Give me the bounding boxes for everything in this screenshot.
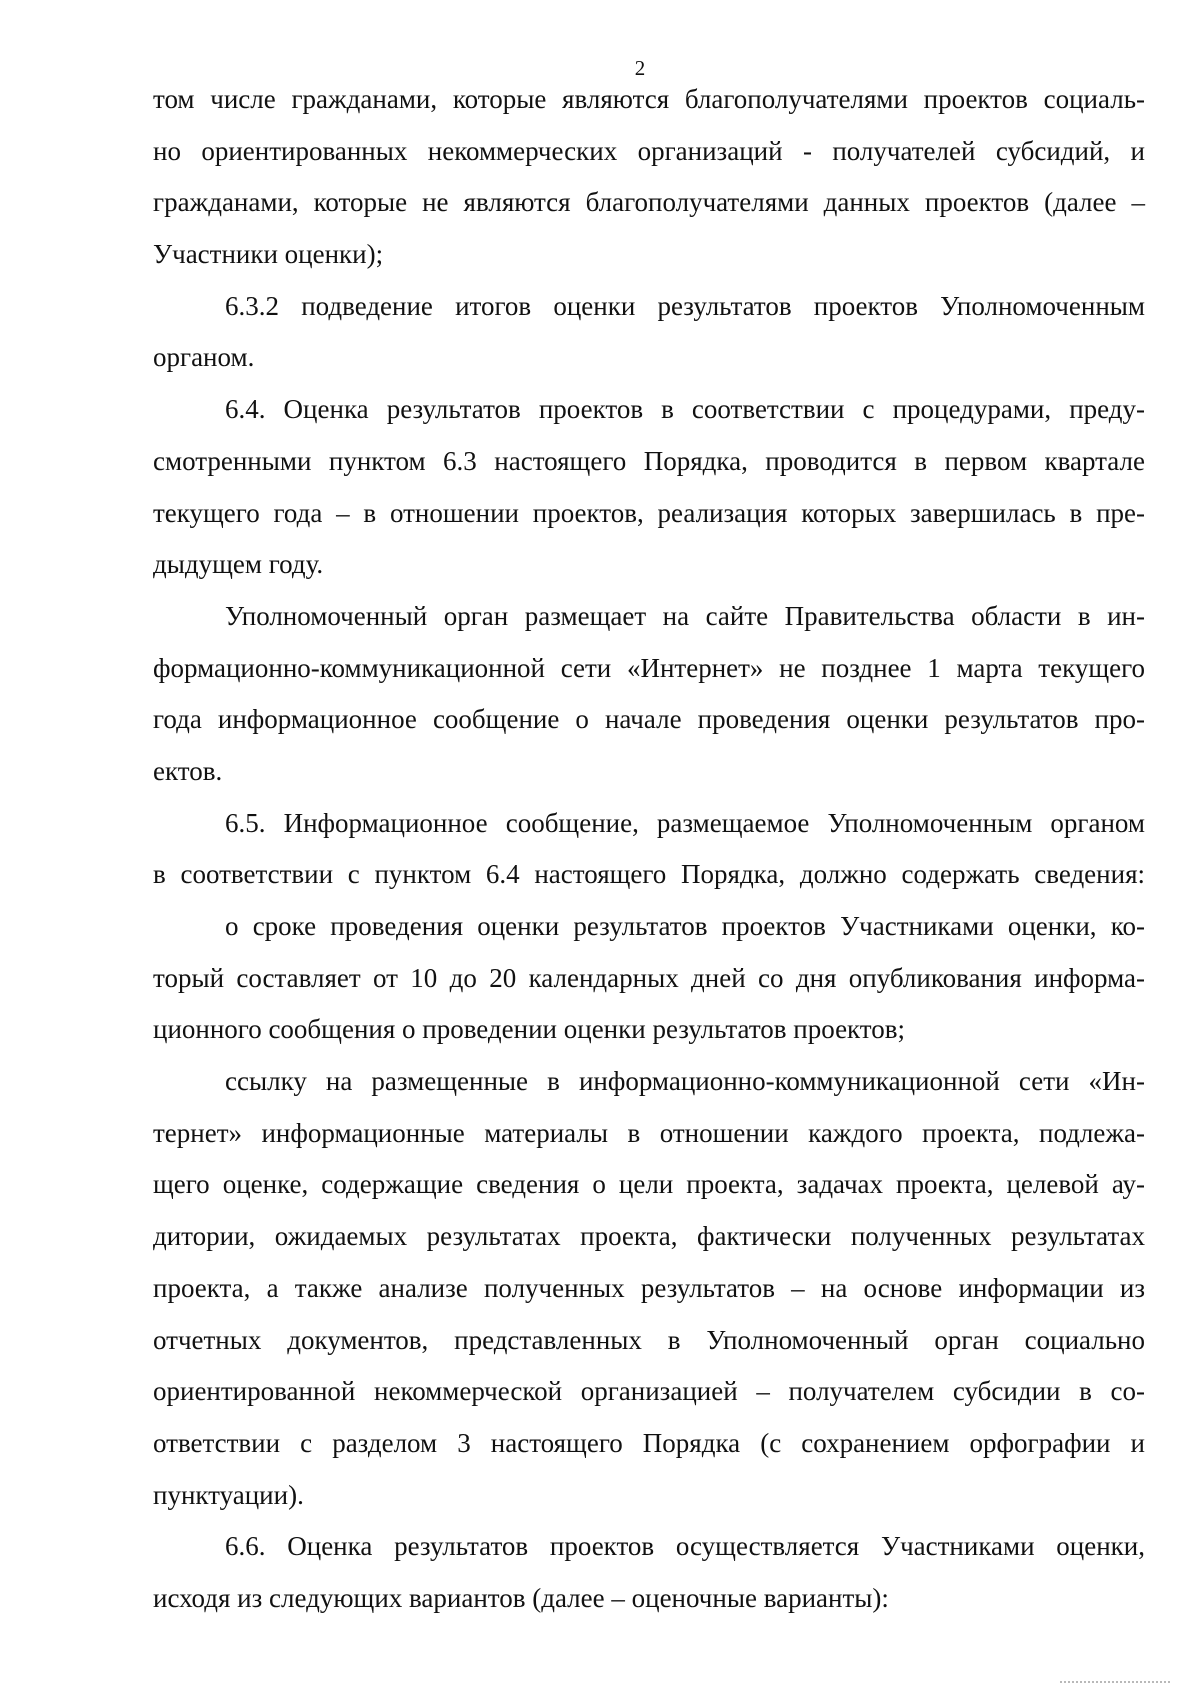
text-line: текущего года – в отношении проектов, реализация которых завершилась в пре- xyxy=(153,497,1145,528)
text-line: исходя из следующих вариантов (далее – оценочные варианты): xyxy=(153,1582,889,1613)
text-line: проекта, а также анализе полученных результатов – на основе информации из xyxy=(153,1272,1145,1303)
text-line: ответствии с разделом 3 настоящего Порядка (с сохранением орфографии и xyxy=(153,1427,1145,1458)
paragraph-start-line: 6.4. Оценка результатов проектов в соответствии с процедурами, преду- xyxy=(225,394,1145,425)
paragraph-start-line: Уполномоченный орган размещает на сайте Правительства области в ин- xyxy=(225,600,1145,631)
text-line: дыдущем году. xyxy=(153,549,324,580)
text-line: отчетных документов, представленных в Уполномоченный орган социально xyxy=(153,1324,1145,1355)
text-line: ориентированной некоммерческой организацией – получателем субсидии в со- xyxy=(153,1376,1145,1407)
text-line: ционного сообщения о проведении оценки результатов проектов; xyxy=(153,1014,906,1045)
text-line: ектов. xyxy=(153,755,223,786)
text-line: но ориентированных некоммерческих организаций - получателей субсидий, и xyxy=(153,135,1145,166)
text-line: года информационное сообщение о начале проведения оценки результатов про- xyxy=(153,704,1145,735)
text-line: гражданами, которые не являются благополучателями данных проектов (далее – xyxy=(153,187,1145,218)
text-line: пунктуации). xyxy=(153,1479,304,1510)
page-number: 2 xyxy=(634,56,646,80)
paragraph-start-line: 6.6. Оценка результатов проектов осуществляется Участниками оценки, xyxy=(225,1531,1145,1562)
text-line: тернет» информационные материалы в отношении каждого проекта, подлежа- xyxy=(153,1117,1145,1148)
scan-artifact xyxy=(1060,1681,1170,1691)
text-line: щего оценке, содержащие сведения о цели проекта, задачах проекта, целевой ау- xyxy=(153,1169,1145,1200)
text-line: том числе гражданами, которые являются благополучателями проектов социаль- xyxy=(153,84,1145,114)
document-body xyxy=(153,74,1145,1625)
text-line: в соответствии с пунктом 6.4 настоящего Порядка, должно содержать сведения: xyxy=(153,859,1145,890)
text-line: торый составляет от 10 до 20 календарных дней со дня опубликования информа- xyxy=(153,962,1145,993)
text-line: формационно-коммуникационной сети «Интернет» не позднее 1 марта текущего xyxy=(153,652,1145,683)
text-line: дитории, ожидаемых результатах проекта, фактически полученных результатах xyxy=(153,1221,1145,1252)
text-line: Участники оценки); xyxy=(153,239,384,270)
paragraph-start-line: 6.5. Информационное сообщение, размещаемое Уполномоченным органом xyxy=(225,807,1145,838)
text-line: смотренными пунктом 6.3 настоящего Порядка, проводится в первом квартале xyxy=(153,445,1145,476)
paragraph-start-line: ссылку на размещенные в информационно-коммуникационной сети «Ин- xyxy=(225,1066,1145,1097)
text-line: органом. xyxy=(153,342,255,373)
paragraph-start-line: о сроке проведения оценки результатов проектов Участниками оценки, ко- xyxy=(225,911,1145,941)
paragraph-start-line: 6.3.2 подведение итогов оценки результатов проектов Уполномоченным xyxy=(225,290,1145,321)
